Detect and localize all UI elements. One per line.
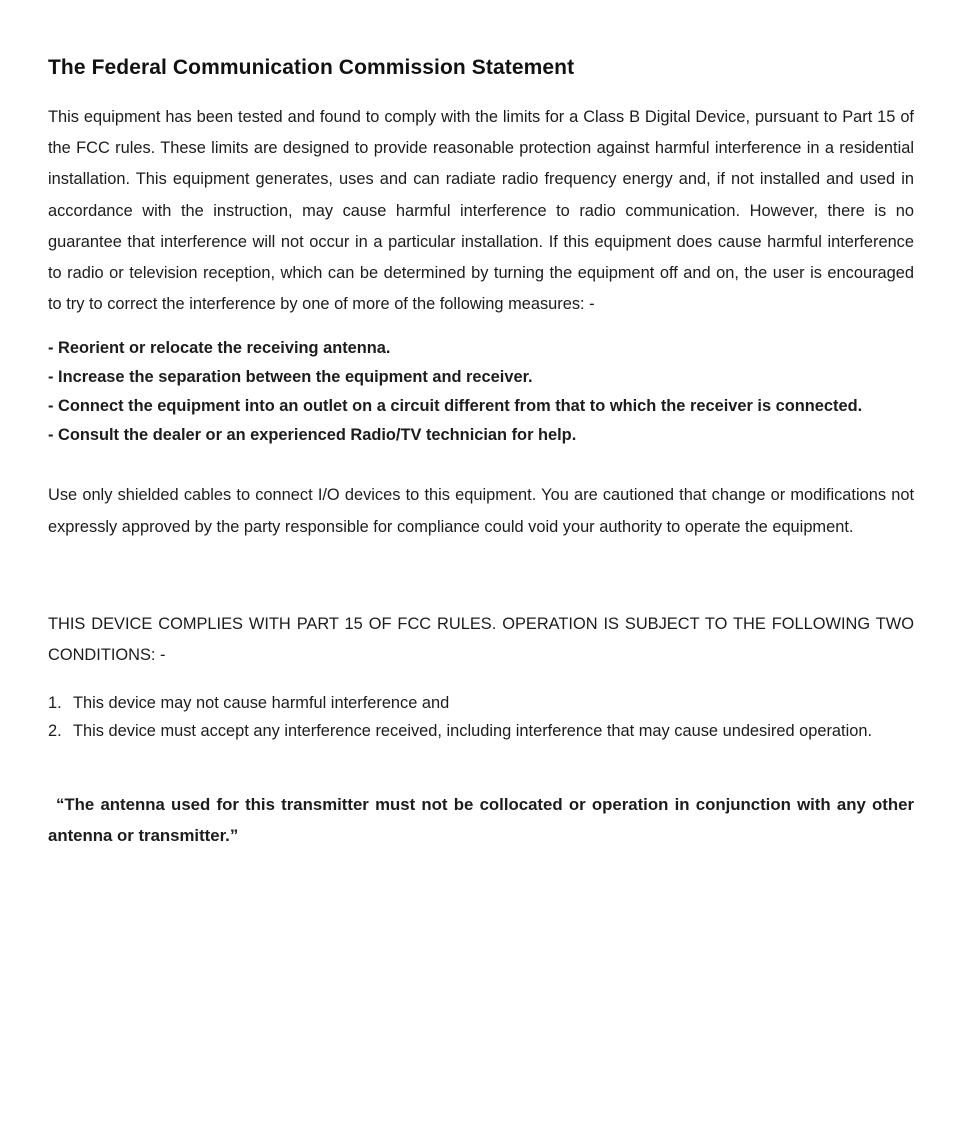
compliance-heading: THIS DEVICE COMPLIES WITH PART 15 OF FCC RULES. OPERATION IS SUBJECT TO THE FOLLOWING TWO CONDITIONS: - <box>48 614 914 664</box>
antenna-statement: “The antenna used for this transmitter must not be collocated or operation in conjunction with any other antenna or transmitter.” <box>48 794 914 845</box>
fcc-statement-page <box>48 56 914 851</box>
conditions-list <box>48 689 914 745</box>
measures-list <box>48 334 914 450</box>
measure-item-reorient: - Reorient or relocate the receiving antenna. <box>48 339 391 358</box>
cables-paragraph: Use only shielded cables to connect I/O devices to this equipment. You are cautioned that change or modifications not expressly approved by the party responsible for compliance could void your authority to operate the equipment. <box>48 486 914 536</box>
page-title: The Federal Communication Commission Statement <box>48 56 575 79</box>
measure-item-separation: - Increase the separation between the equipment and receiver. <box>48 368 533 387</box>
measure-item-outlet: - Connect the equipment into an outlet on a circuit different from that to which the receiver is connected. <box>48 397 863 416</box>
condition-item <box>48 689 914 717</box>
condition-number: 1. <box>48 693 62 712</box>
condition-text: This device must accept any interference received, including interference that may cause undesired operation. <box>73 721 873 740</box>
intro-paragraph: This equipment has been tested and found to comply with the limits for a Class B Digital Device, pursuant to Part 15 of the FCC rules. These limits are designed to provide reasonable protection against harmful interference in a residential installation. This equipment generates, uses and can radiate radio frequency energy and, if not installed and used in accordance with the instruction, may cause harmful interference to radio communication. However, there is no guarantee that interference will not occur in a particular installation. If this equipment does cause harmful interference to radio or television reception, which can be determined by turning the equipment off and on, the user is encouraged to try to correct the interference by one of more of the following measures: - <box>48 108 914 314</box>
condition-number: 2. <box>48 721 62 740</box>
condition-item <box>48 717 914 745</box>
condition-text: This device may not cause harmful interference and <box>73 693 450 712</box>
measure-item-consult: - Consult the dealer or an experienced Radio/TV technician for help. <box>48 426 577 445</box>
